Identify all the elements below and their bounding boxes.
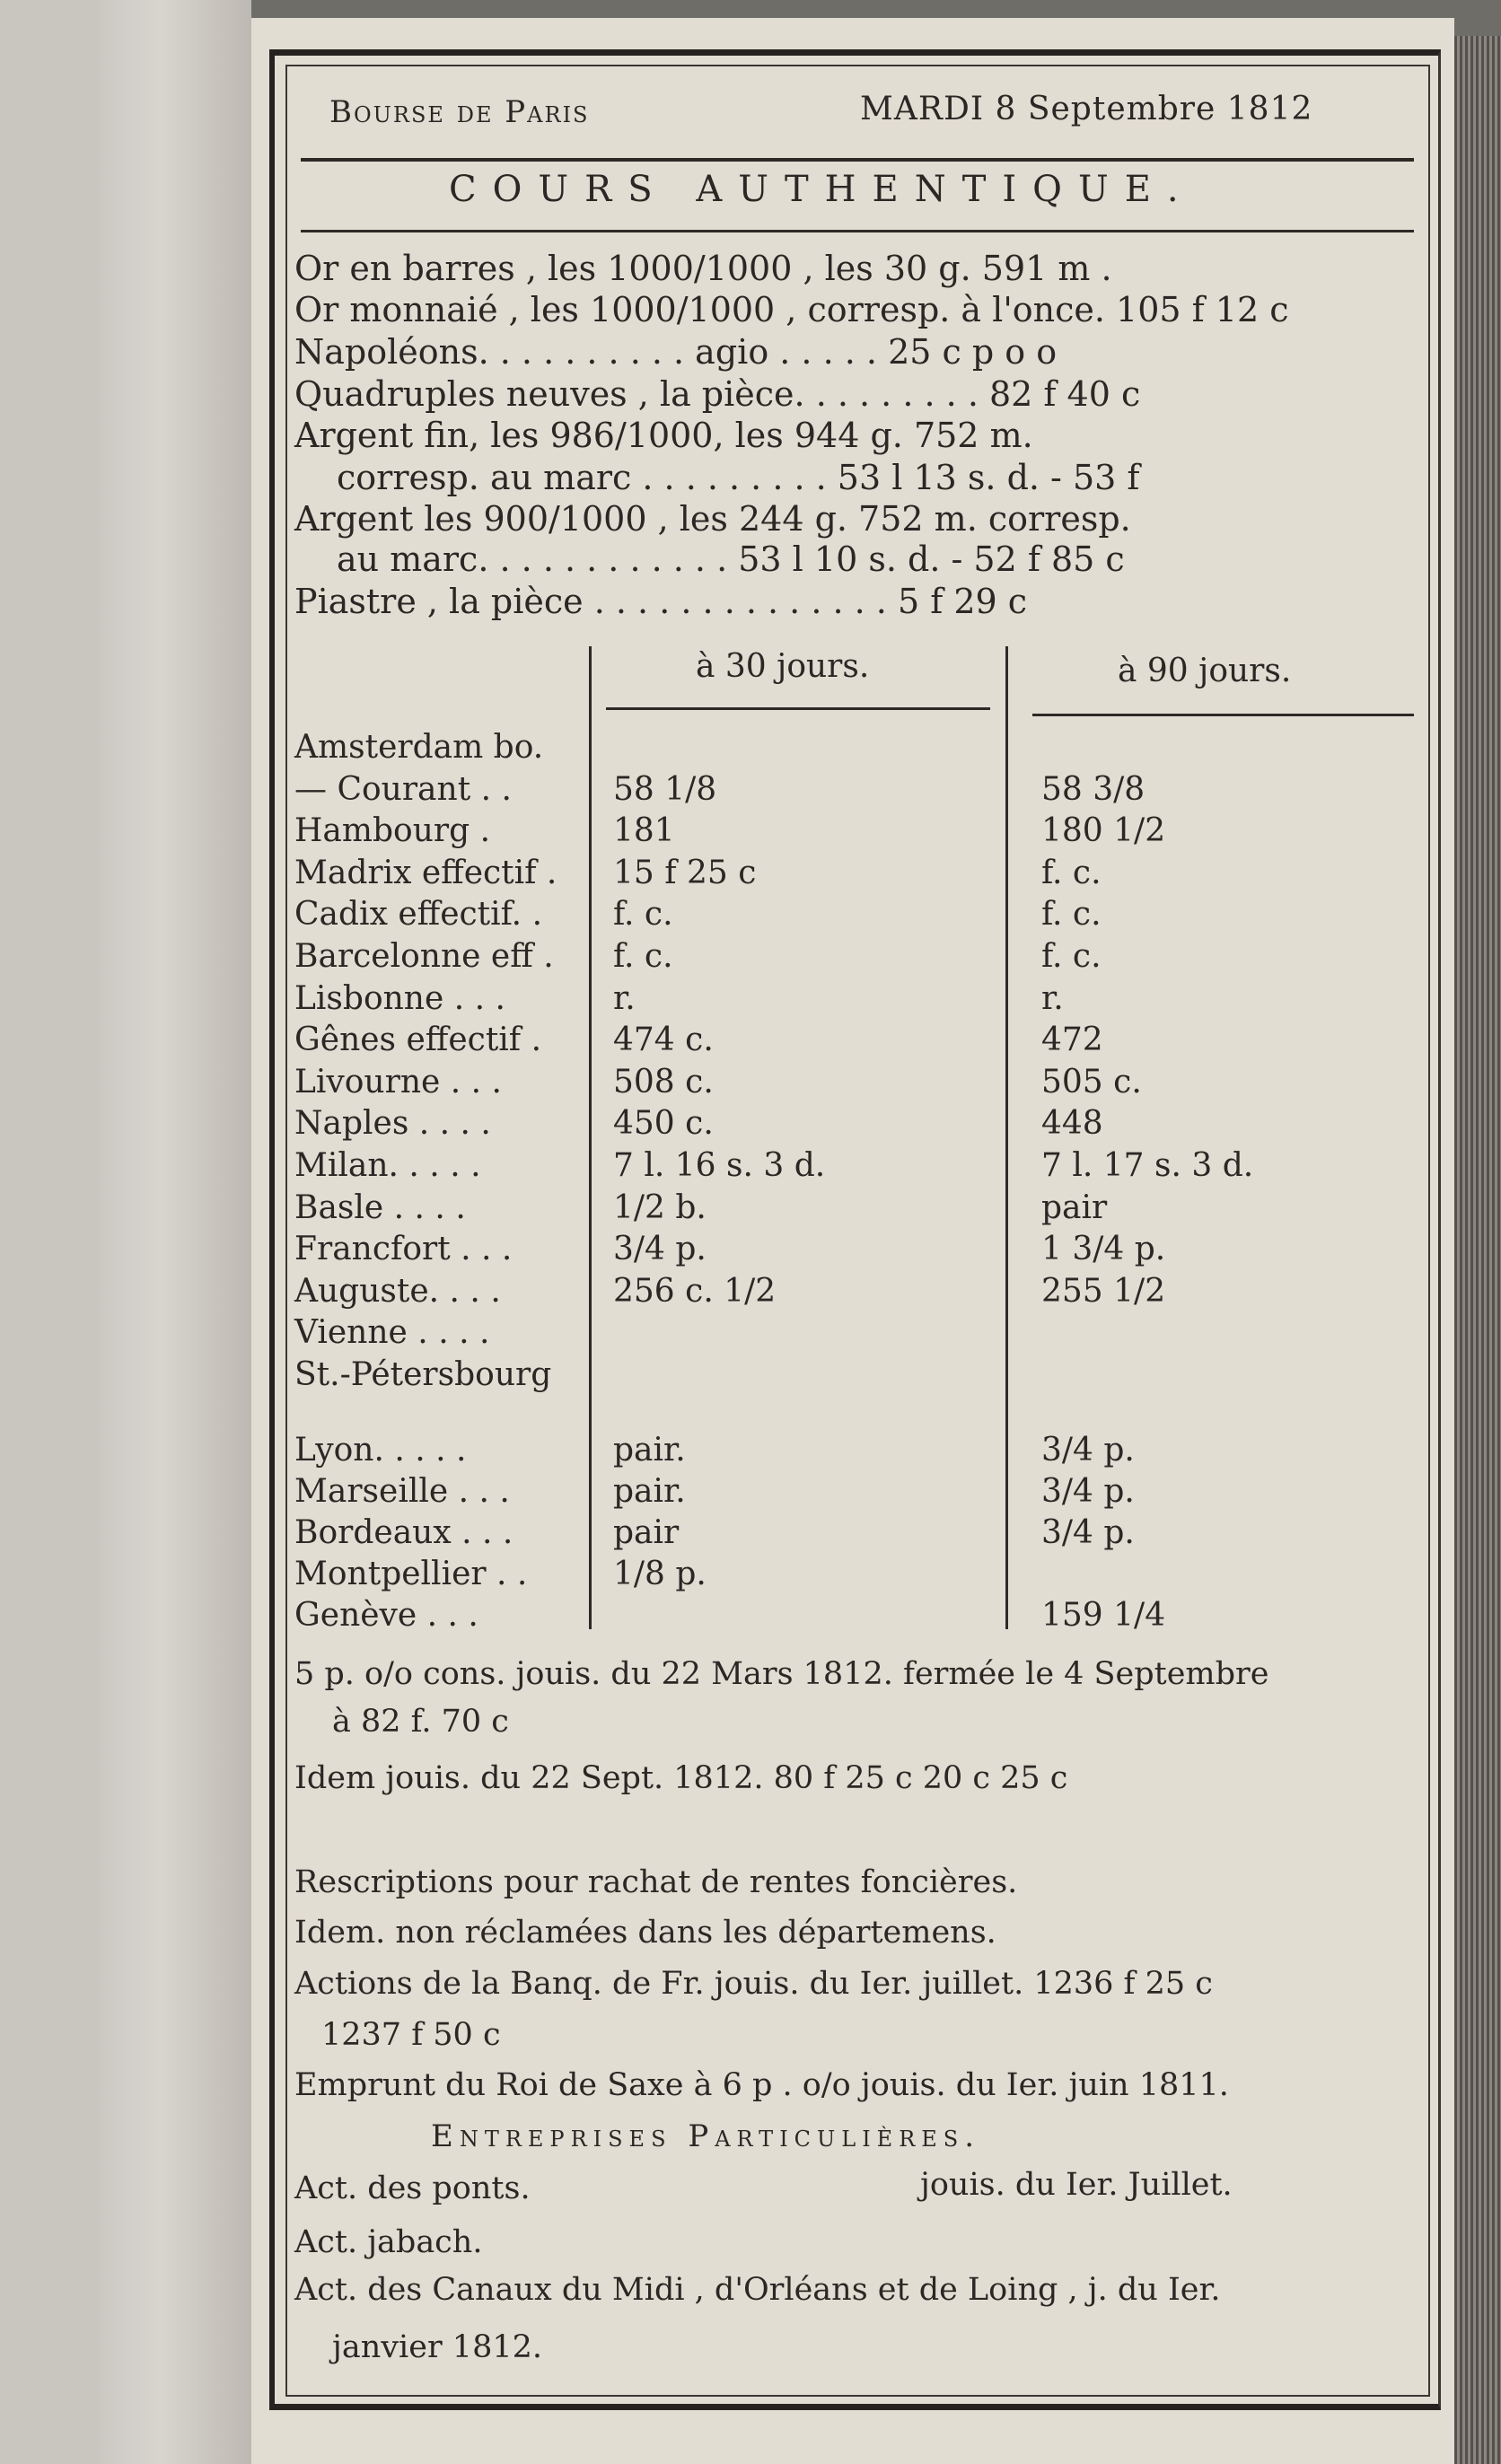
rate-90-days: 505 c. (1041, 1063, 1142, 1100)
exchange-city: Montpellier . . (294, 1556, 528, 1592)
rate-90-days: pair (1041, 1188, 1108, 1226)
exchange-city: Barcelonne eff . (294, 938, 554, 975)
rate-90-days: f. c. (1041, 896, 1102, 934)
rate-90-days: f. c. (1041, 938, 1102, 975)
rate-30-days: 181 (613, 812, 675, 850)
exchange-city: Lisbonne . . . (294, 979, 505, 1017)
metal-line: Or monnaié , les 1000/1000 , corresp. à l'once. 105 f 12 c (294, 290, 1289, 329)
rate-30-days: 450 c. (613, 1105, 714, 1143)
table-divider-left (589, 646, 592, 1629)
exchange-city: Cadix effectif. . (294, 896, 543, 934)
header-rule (301, 158, 1414, 162)
metal-line: au marc. . . . . . . . . . . . 53 l 10 s. d. - 52 f 85 c (337, 539, 1125, 579)
metal-line: Or en barres , les 1000/1000 , les 30 g. 591 m . (294, 249, 1112, 288)
rate-30-days: 1/8 p. (613, 1556, 707, 1592)
col-header-90: à 90 jours. (1118, 653, 1292, 689)
effet-line: Emprunt du Roi de Saxe à 6 p . o/o jouis. du Ier. juin 1811. (294, 2067, 1229, 2103)
rate-90-days: 448 (1041, 1105, 1103, 1143)
exchange-city: Francfort . . . (294, 1231, 513, 1268)
rate-90-days: 180 1/2 (1041, 812, 1166, 850)
entreprises-title: Entreprises Particulières. (431, 2118, 981, 2154)
rate-90-days: 159 1/4 (1041, 1597, 1166, 1634)
title-rule (301, 230, 1414, 232)
rate-30-days: 15 f 25 c (613, 854, 757, 891)
exchange-city: Marseille . . . (294, 1473, 510, 1510)
rate-30-days: r. (613, 979, 636, 1017)
exchange-city: Milan. . . . . (294, 1147, 481, 1184)
rate-90-days: 472 (1041, 1022, 1103, 1059)
left-page-margin (0, 0, 99, 2464)
rate-30-days: 508 c. (613, 1063, 714, 1100)
rate-30-days: pair (613, 1514, 680, 1551)
effet-line: Idem. non réclamées dans les départemens. (294, 1915, 996, 1951)
rate-30-days: f. c. (613, 938, 673, 975)
effet-line: Rescriptions pour rachat de rentes foncières. (294, 1864, 1018, 1900)
rate-90-days: f. c. (1041, 854, 1102, 891)
rate-30-days: pair. (613, 1432, 686, 1469)
rate-90-days: 3/4 p. (1041, 1514, 1135, 1551)
rate-90-days: 3/4 p. (1041, 1432, 1135, 1469)
exchange-city: Basle . . . . (294, 1188, 466, 1226)
rentes-line: Idem jouis. du 22 Sept. 1812. 80 f 25 c 20 c 25 c (294, 1760, 1068, 1796)
exchange-city: Madrix effectif . (294, 854, 557, 891)
metal-line: Napoléons. . . . . . . . . . agio . . . . . 25 c p o o (294, 332, 1058, 372)
rate-90-days: r. (1041, 979, 1064, 1017)
entreprise-line: Act. jabach. (294, 2224, 483, 2260)
rentes-line: 5 p. o/o cons. jouis. du 22 Mars 1812. fermée le 4 Septembre (294, 1656, 1269, 1692)
exchange-city: Hambourg . (294, 812, 491, 850)
rentes-line: à 82 f. 70 c (332, 1704, 509, 1740)
entreprise-line: janvier 1812. (332, 2329, 542, 2365)
exchange-city: St.-Pétersbourg (294, 1356, 552, 1393)
rate-30-days: 58 1/8 (613, 770, 717, 808)
exchange-city: Vienne . . . . (294, 1314, 490, 1352)
table-divider-right (1005, 646, 1008, 1629)
entreprise-line: Act. des ponts. (294, 2170, 531, 2206)
exchange-city: Genève . . . (294, 1597, 478, 1634)
effet-line: 1237 f 50 c (321, 2017, 501, 2053)
book-spine (99, 0, 251, 2464)
col-header-30: à 30 jours. (696, 648, 870, 685)
exchange-city: Gênes effectif . (294, 1022, 542, 1059)
exchange-city: Auguste. . . . (294, 1272, 501, 1310)
entreprise-jouis: jouis. du Ier. Juillet. (920, 2167, 1233, 2203)
rate-30-days: 474 c. (613, 1022, 714, 1059)
rate-90-days: 7 l. 17 s. 3 d. (1041, 1147, 1254, 1184)
exchange-city: Lyon. . . . . (294, 1432, 467, 1469)
entreprise-line: Act. des Canaux du Midi , d'Orléans et de Loing , j. du Ier. (294, 2272, 1221, 2308)
col-rule-90 (1032, 714, 1414, 716)
rate-30-days: pair. (613, 1473, 686, 1510)
col-rule-30 (606, 707, 990, 710)
metal-line: corresp. au marc . . . . . . . . . 53 l 13 s. d. - 53 f (337, 458, 1140, 497)
metal-line: Argent fin, les 986/1000, les 944 g. 752 m. (294, 416, 1033, 455)
rate-30-days: 1/2 b. (613, 1188, 707, 1226)
exchange-city: — Courant . . (294, 770, 512, 808)
rate-90-days: 3/4 p. (1041, 1473, 1135, 1510)
exchange-city: Naples . . . . (294, 1105, 491, 1143)
header-date: MARDI 8 Septembre 1812 (860, 91, 1313, 127)
rate-30-days: 7 l. 16 s. 3 d. (613, 1147, 826, 1184)
page-edges (1454, 36, 1501, 2464)
page-title: COURS AUTHENTIQUE. (449, 169, 1195, 210)
rate-90-days: 58 3/8 (1041, 770, 1146, 808)
rate-30-days: f. c. (613, 896, 673, 934)
effet-line: Actions de la Banq. de Fr. jouis. du Ier. juillet. 1236 f 25 c (294, 1966, 1213, 2002)
rate-90-days: 1 3/4 p. (1041, 1231, 1166, 1268)
exchange-city: Livourne . . . (294, 1063, 502, 1100)
header-left: Bourse de Paris (329, 94, 590, 130)
exchange-city: Bordeaux . . . (294, 1514, 514, 1551)
metal-line: Argent les 900/1000 , les 244 g. 752 m. corresp. (294, 499, 1131, 539)
metal-line: Quadruples neuves , la pièce. . . . . . . . . 82 f 40 c (294, 374, 1141, 414)
rate-30-days: 3/4 p. (613, 1231, 707, 1268)
rate-90-days: 255 1/2 (1041, 1272, 1166, 1310)
metal-line: Piastre , la pièce . . . . . . . . . . . . . . 5 f 29 c (294, 582, 1028, 621)
rate-30-days: 256 c. 1/2 (613, 1272, 777, 1310)
exchange-city: Amsterdam bo. (294, 729, 544, 766)
